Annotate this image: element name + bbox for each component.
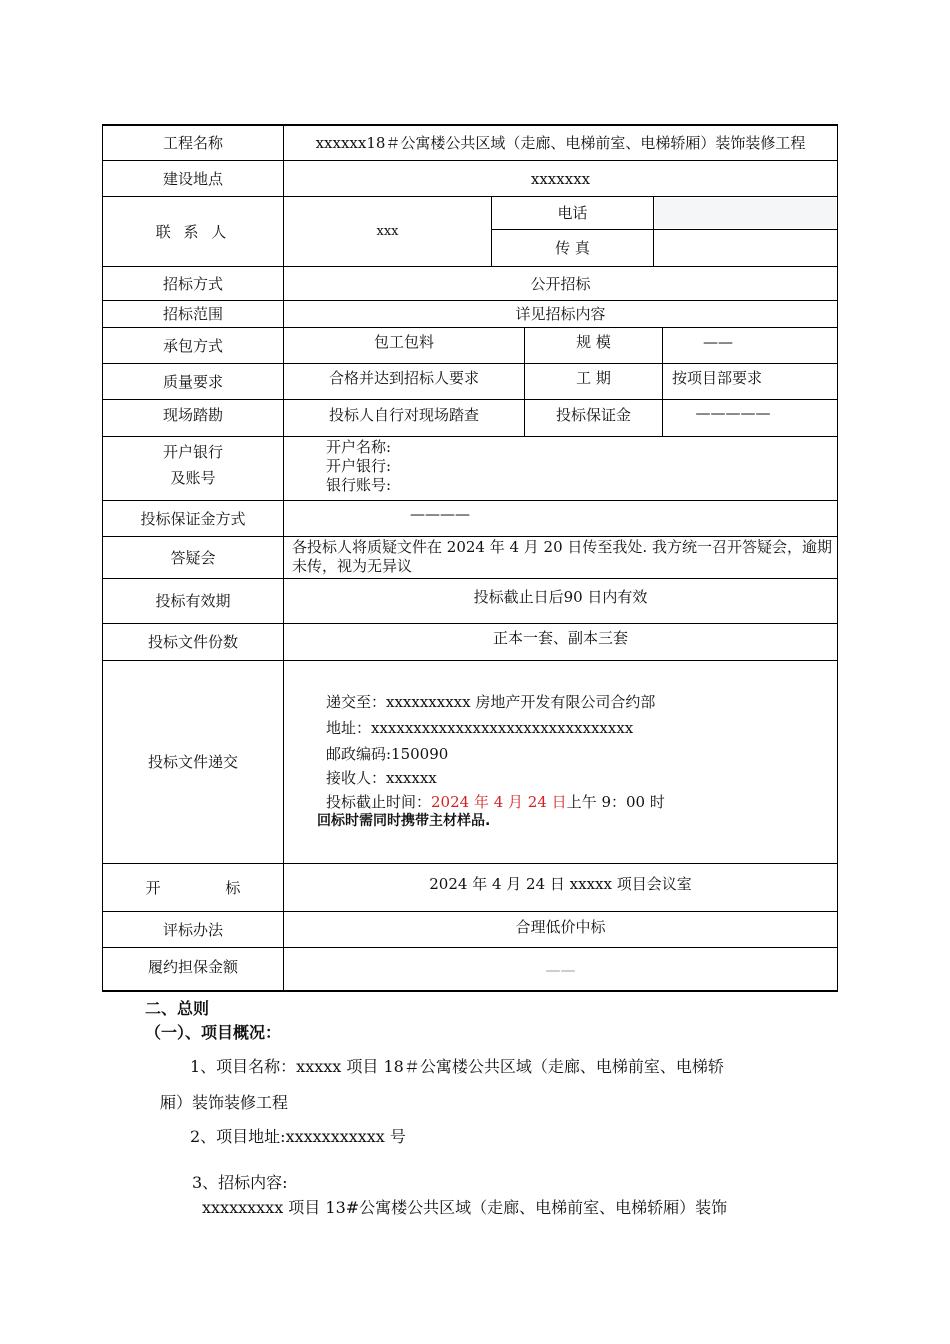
qa-value: 各投标人将质疑文件在 2024 年 4 月 20 日传至我处. 我方统一召开答疑会，逾期未传，视为无异议 [292,538,832,575]
bank-label-line2: 及账号 [170,469,216,487]
project-name-value: xxxxxx18＃公寓楼公共区域（走廊、电梯前室、电梯轿厢）装饰装修工程 [315,134,806,152]
scale-label: 规 模 [576,333,611,351]
deadline-time: 上午 9：00 时 [566,793,665,811]
phone-value [654,197,837,229]
bid-method-value: 公开招标 [530,274,591,293]
deposit-label: 投标保证金 [555,406,631,424]
validity-label: 投标有效期 [155,592,231,610]
submit-receiver: 接收人：xxxxxx [326,769,437,787]
period-value: 按项目部要求 [672,369,763,387]
bid-scope-value: 详见招标内容 [515,305,606,323]
contact-label: 联 系 人 [155,222,231,241]
submit-address: 地址：xxxxxxxxxxxxxxxxxxxxxxxxxxxxxxx [326,719,634,737]
item2: 2、项目地址:xxxxxxxxxxx 号 [190,1127,406,1146]
submit-note: 回标时需同时携带主材样品. [317,813,491,829]
opening-value: 2024 年 4 月 24 日 xxxxx 项目会议室 [429,875,692,893]
bank-account-bank: 开户银行: [326,457,392,475]
subsection-title: （一）、项目概况： [145,1023,282,1042]
contract-label: 承包方式 [162,336,223,355]
bank-label-line1: 开户银行 [162,443,223,461]
submit-zip: 邮政编码:150090 [326,745,449,763]
deposit-method-value: ———— [410,505,470,523]
eval-label: 评标办法 [162,920,223,939]
bank-account-number: 银行账号: [326,476,392,494]
bid-method-label: 招标方式 [162,274,223,293]
section-title: 二、总则 [145,999,210,1018]
scale-value: —— [703,333,733,351]
submit-to: 递交至：xxxxxxxxxx 房地产开发有限公司合约部 [326,693,656,711]
item3: 3、招标内容: [192,1173,288,1192]
site-value: xxxxxxx [530,169,591,188]
copies-label: 投标文件份数 [147,633,238,651]
bank-account-name: 开户名称: [326,438,392,456]
period-label: 工 期 [576,369,611,387]
phone-label: 电话 [557,204,588,222]
bid-scope-label: 招标范围 [162,305,223,323]
deadline-date: 2024 年 4 月 24 日 [431,793,567,811]
item3-line2: xxxxxxxxx 项目 13#公寓楼公共区域（走廊、电梯前室、电梯轿厢）装饰 [202,1198,728,1217]
deposit-value: ————— [695,403,771,422]
deadline-prefix: 投标截止时间： [326,793,432,811]
opening-label: 开 标 [145,878,241,897]
submit-details [326,690,826,814]
bank-label [103,437,283,502]
copies-value: 正本一套、副本三套 [492,629,628,647]
fax-value [654,230,837,266]
submit-label: 投标文件递交 [147,753,238,771]
eval-value: 合理低价中标 [515,918,606,936]
item1-line2: 厢）装饰装修工程 [160,1093,289,1112]
site-visit-value: 投标人自行对现场踏查 [328,406,479,424]
validity-value: 投标截止日后90 日内有效 [473,587,648,606]
deposit-method-label: 投标保证金方式 [140,509,246,528]
site-visit-label: 现场踏勘 [162,406,223,424]
guarantee-label: 履约担保金额 [147,957,238,976]
project-name-label: 工程名称 [162,134,223,152]
contact-value: xxx [376,223,399,239]
bank-details [326,438,726,495]
fax-label: 传 真 [555,239,590,257]
item1-line1: 1、项目名称：xxxxx 项目 18＃公寓楼公共区域（走廊、电梯前室、电梯轿 [190,1057,724,1076]
contract-value: 包工包料 [373,333,434,351]
site-label: 建设地点 [162,169,223,188]
qa-label: 答疑会 [170,548,216,567]
quality-value: 合格并达到招标人要求 [328,369,479,387]
guarantee-value: —— [545,961,576,979]
quality-label: 质量要求 [162,372,223,391]
